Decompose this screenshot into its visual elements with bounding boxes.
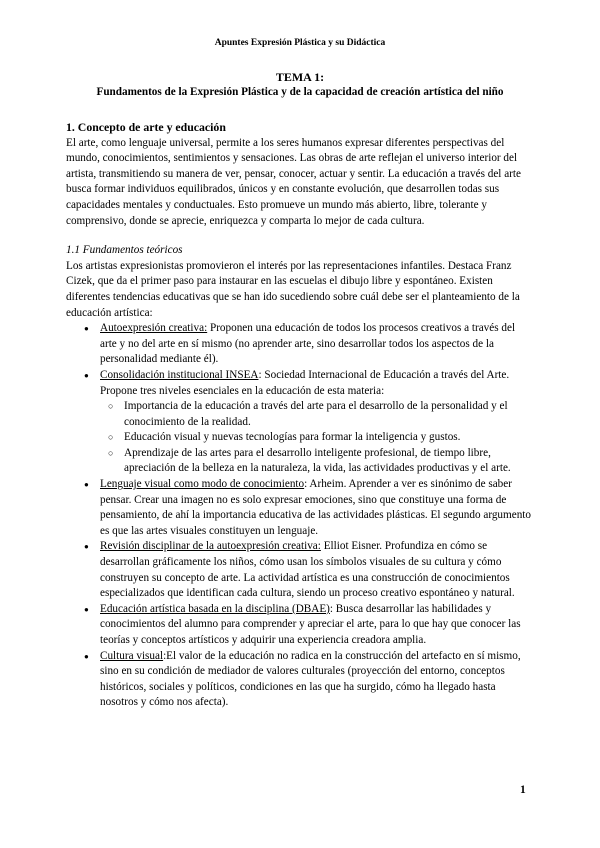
chapter-subtitle: Fundamentos de la Expresión Plástica y de la capacidad de creación artística del niño xyxy=(96,86,504,98)
list-item-insea xyxy=(100,368,534,477)
insea-levels-list xyxy=(100,399,534,477)
tendencies-list xyxy=(66,321,534,711)
sub-list-item: ○ Importancia de la educación a través del arte para el desarrollo de la personalidad y el conocimiento de la realidad. xyxy=(124,399,534,430)
list-item-text: : Arheim. Aprender a ver es sinónimo de saber pensar. Crear una imagen no es solo expresar emociones, sino que constituye una forma de pensamiento, de ahí la importancia educativa de las actividades plásticas. El segundo argumento es que las artes visuales constituyen un lenguaje. xyxy=(100,478,531,537)
list-item-term: Lenguaje visual como modo de conocimiento xyxy=(100,478,305,491)
list-item-text: : Busca desarrollar las habilidades y conocimientos del alumno para comprender y apreciar el arte, para lo que hay que conocer las teorías y conceptos artísticos y adquirir una experiencia creadora amplia. xyxy=(100,602,521,646)
chapter-title: TEMA 1: xyxy=(275,70,325,84)
section-paragraph: El arte, como lenguaje universal, permite a los seres humanos expresar diferentes perspectivas del mundo, conocimientos, sentimientos y sensaciones. Las obras de arte reflejan el universo interior del artista, transmitiendo su manera de ver, pensar, conocer, actuar y sentir. La educación a través del arte busca formar individuos equilibrados, únicos y en constante evolución, que desarrollen todas sus capacidades mentales y conductuales. Esto promueve un mundo más abierto, libre, tolerante y comprensivo, donde se aprecie, enriquezca y comparta lo mejor de cada cultura. xyxy=(66,136,521,227)
list-item-autoexpresion xyxy=(100,321,534,368)
list-item-text: Proponen una educación de todos los procesos creativos a través del arte y no del arte en sí mismo (no aprender arte, sino desarrollar todos los aspectos de la personalidad mediante él). xyxy=(100,322,516,366)
list-item-cultura-visual xyxy=(100,649,534,711)
list-item-term: Cultura visual xyxy=(100,649,164,662)
list-item-term: Revisión disciplinar de la autoexpresión creativa: xyxy=(100,540,321,553)
running-header: Apuntes Expresión Plástica y su Didáctica xyxy=(214,38,386,48)
list-item-revision-disciplinar xyxy=(100,539,534,601)
page-content xyxy=(66,70,534,711)
list-item-text: :El valor de la educación no radica en la construcción del artefacto en sí mismo, sino en su condición de mediador de valores culturales (proyección del entorno, conceptos históricos, sociales y políticos, condiciones en las que ha surgido, cómo ha llegado hasta nosotros y cómo nos afecta). xyxy=(100,649,521,709)
page-number: 1 xyxy=(520,784,526,796)
list-item-dbae xyxy=(100,602,534,649)
sub-list-item: ○ Educación visual y nuevas tecnologías para formar la inteligencia y gustos. xyxy=(124,430,534,446)
subsection-intro: Los artistas expresionistas promovieron el interés por las representaciones infantiles. Destaca Franz Cizek, que da el primer paso para instaurar en las escuelas el dibujo libre y espontáneo. Existen diferentes tendencias educativas que se han ido sucediendo sobre cuál debe ser el planteamiento de la educación artística: xyxy=(66,259,520,319)
list-item-text: : Sociedad Internacional de Educación a través del Arte. Propone tres niveles esenciales en la educación de esta materia: xyxy=(100,368,510,397)
section-heading: 1. Concepto de arte y educación xyxy=(66,120,226,134)
subsection-heading: 1.1 Fundamentos teóricos xyxy=(66,244,183,257)
list-item-lenguaje-visual xyxy=(100,477,534,539)
list-item-term: Consolidación institucional INSEA xyxy=(100,368,259,381)
list-item-term: Autoexpresión creativa: xyxy=(100,322,208,335)
list-item-text: Elliot Eisner. Profundiza en cómo se desarrollan gráficamente los niños, cómo usan los símbolos visuales de su cultura y cómo construyen su concepto de arte. La actividad artística es una construcción de conocimientos especializados que identifican cada cultura, siendo un proceso creativo espontáneo y natural. xyxy=(100,540,515,600)
sub-list-item: ○ Aprendizaje de las artes para el desarrollo inteligente profesional, de tiempo libre, apreciación de la belleza en la naturaleza, la vida, las actividades productivas y el arte. xyxy=(124,446,534,477)
list-item-term: Educación artística basada en la disciplina (DBAE) xyxy=(100,602,330,615)
